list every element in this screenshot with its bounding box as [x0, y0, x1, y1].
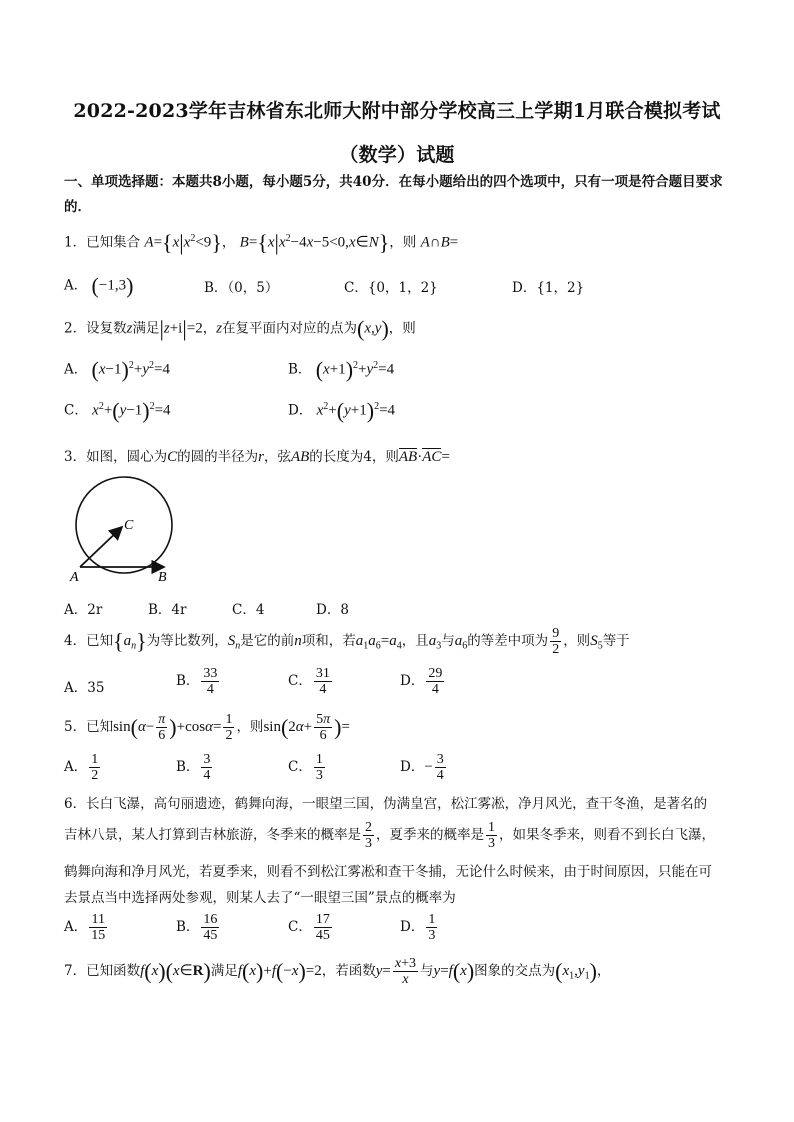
- question-6-line2: 吉林八景，某人打算到吉林旅游，冬季来的概率是 $\frac{2}{3}$ ，夏季来的概率是 $\frac{1}{3}$ ，如果冬季来，则看不到长白飞瀑，: [64, 820, 715, 851]
- q4-option-d[interactable]: D． $\frac{29}{4}$: [400, 666, 443, 697]
- vector-ac: [80, 527, 122, 567]
- point-c-label: C: [124, 518, 134, 533]
- q5-option-d[interactable]: D．− $\frac{3}{4}$: [400, 752, 444, 783]
- q5-option-a[interactable]: A． $\frac{1}{2}$: [64, 752, 99, 783]
- q1-number: 1．: [64, 234, 87, 251]
- exam-title-line1: 2022-2023学年吉林省东北师大附中部分学校高三上学期1月联合模拟考试: [73, 100, 721, 122]
- question-6-line3: 鹤舞向海和净月风光，若夏季来，则看不到松江雾凇和查干冬捕，无论什么时候来，由于时间原因，只能在可: [64, 864, 712, 880]
- q6-option-b[interactable]: B． $\frac{16}{45}$: [176, 912, 218, 943]
- question-6-line1: 6．长白飞瀑，高句丽遗迹，鹤舞向海，一眼望三国，伪满皇宫，松江雾凇，净月风光，查干冬渔，是著名的: [64, 796, 708, 812]
- exam-title-line2: （数学）试题: [339, 144, 455, 166]
- q3-option-d[interactable]: D．8: [316, 602, 349, 618]
- q2-option-d[interactable]: D． $x^2+(y+1)^2=4$: [288, 398, 396, 423]
- question-6-line4: 去景点当中选择两处参观，则某人去了“一眼望三国”景点的概率为: [64, 890, 456, 906]
- q2-option-c[interactable]: C． $x^2+(y-1)^2=4$: [64, 398, 171, 423]
- question-3: 3．如图，圆心为C的圆的半径为r，弦AB的长度为4，则AB·AC=: [64, 449, 450, 465]
- q5-option-c[interactable]: C． $\frac{1}{3}$: [288, 752, 323, 783]
- q4-option-a[interactable]: A．35: [64, 680, 105, 696]
- question-4: 4．已知$\{a_n\}$为等比数列，$S_n$是它的前n项和，若$a_1a_6=a_4$，且$a_3$与$a_6$的等差中项为 $\frac{9}{2}$ ，则$S_5$等于: [64, 626, 630, 657]
- q6-option-c[interactable]: C． $\frac{17}{45}$: [288, 912, 330, 943]
- q1-option-a[interactable]: A． (−1,3): [64, 273, 134, 298]
- q4-option-c[interactable]: C． $\frac{31}{4}$: [288, 666, 330, 697]
- q1-option-c[interactable]: C．{0，1，2}: [344, 280, 438, 296]
- q6-option-a[interactable]: A． $\frac{11}{15}$: [64, 912, 106, 943]
- q3-option-a[interactable]: A．2r: [64, 602, 103, 618]
- circle-figure: [64, 475, 184, 587]
- point-b-label: B: [158, 570, 167, 585]
- q2-option-b[interactable]: B． $(x+1)^2+y^2=4$: [288, 357, 395, 382]
- q4-option-b[interactable]: B． $\frac{33}{4}$: [176, 666, 218, 697]
- q2-option-a[interactable]: A． $(x-1)^2+y^2=4$: [64, 357, 170, 382]
- q5-option-b[interactable]: B． $\frac{3}{4}$: [176, 752, 211, 783]
- q6-option-d[interactable]: D． $\frac{1}{3}$: [400, 912, 436, 943]
- q3-option-c[interactable]: C．4: [232, 602, 265, 618]
- q1-text: 已知集合: [86, 234, 141, 251]
- question-7: 7．已知函数f(x)(x∈R)满足f(x)+f(−x)=2，若函数y= $\frac{x+3}{x}$ 与y=f(x)图象的交点为$(x_1,y_1)$，: [64, 956, 611, 987]
- q1-option-b[interactable]: B．（0，5）: [204, 280, 279, 296]
- question-2: 2．设复数z满足|z+i|=2，z在复平面内对应的点为(x,y)，则: [64, 316, 416, 341]
- point-a-label: A: [70, 570, 79, 585]
- q1-option-d[interactable]: D．{1，2}: [512, 280, 585, 296]
- question-1: 1．已知集合 $A=\{x|x^2<9\}$， $B=\{x|x^2-4x-5<0,x\in N\}$，则 A∩B=: [64, 230, 459, 255]
- question-5: 5．已知sin(α− $\frac{\pi}{6}$ )+cosα= $\frac{1}{2}$ ，则sin(2α+ $\frac{5\pi}{6}$ )=: [64, 712, 350, 743]
- q3-option-b[interactable]: B．4r: [148, 602, 187, 618]
- section-heading: 一、单项选择题：本题共8小题，每小题5分，共40分．在每小题给出的四个选项中，只有一项是符合题目要求的．: [64, 174, 723, 215]
